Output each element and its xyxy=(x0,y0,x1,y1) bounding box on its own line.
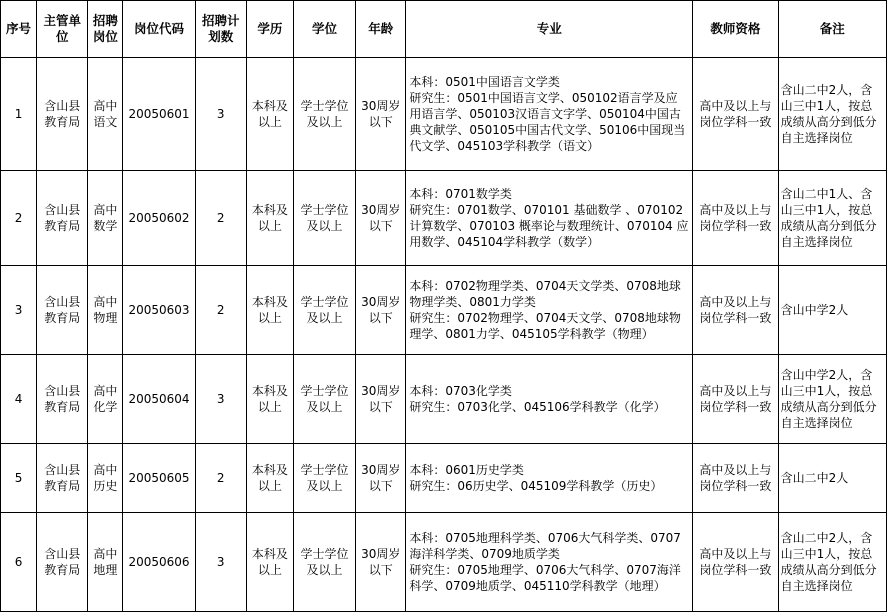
header-code: 岗位代码 xyxy=(123,1,195,58)
row-dept: 含山县教育局 xyxy=(37,58,88,171)
row-code: 20050604 xyxy=(123,355,195,444)
table-row xyxy=(1,58,887,171)
row-age: 30周岁以下 xyxy=(356,355,406,444)
header-dept: 主管单位 xyxy=(37,1,88,58)
row-degree: 学士学位及以上 xyxy=(293,171,355,266)
row-teacher-cert: 高中及以上与岗位学科一致 xyxy=(693,355,778,444)
row-post: 高中语文 xyxy=(88,58,123,171)
row-code: 20050601 xyxy=(123,58,195,171)
row-education: 本科及以上 xyxy=(246,58,293,171)
row-education: 本科及以上 xyxy=(246,444,293,513)
table-row xyxy=(1,171,887,266)
row-degree: 学士学位及以上 xyxy=(293,355,355,444)
row-code: 20050602 xyxy=(123,171,195,266)
row-note: 含山二中2人，含山三中1人，按总成绩从高分到低分自主选择岗位 xyxy=(778,58,886,171)
row-post: 高中物理 xyxy=(88,266,123,355)
row-plan: 2 xyxy=(195,444,246,513)
table-row xyxy=(1,266,887,355)
header-education: 学历 xyxy=(246,1,293,58)
header-note: 备注 xyxy=(778,1,886,58)
header-post: 招聘岗位 xyxy=(88,1,123,58)
row-dept: 含山县教育局 xyxy=(37,266,88,355)
row-post: 高中历史 xyxy=(88,444,123,513)
row-post: 高中数学 xyxy=(88,171,123,266)
header-row xyxy=(1,1,887,58)
row-index: 1 xyxy=(1,58,37,171)
row-index: 4 xyxy=(1,355,37,444)
row-degree: 学士学位及以上 xyxy=(293,513,355,612)
row-plan: 2 xyxy=(195,266,246,355)
header-degree: 学位 xyxy=(293,1,355,58)
row-dept: 含山县教育局 xyxy=(37,513,88,612)
row-note: 含山二中1人、含山三中1人，按总成绩从高分到低分自主选择岗位 xyxy=(778,171,886,266)
row-plan: 3 xyxy=(195,513,246,612)
table-row xyxy=(1,355,887,444)
header-index: 序号 xyxy=(1,1,37,58)
table-row xyxy=(1,513,887,612)
row-plan: 2 xyxy=(195,171,246,266)
row-major: 本科：0703化学类 研究生：0703化学、045106学科教学（化学） xyxy=(406,355,693,444)
row-note: 含山二中2人 xyxy=(778,444,886,513)
row-teacher-cert: 高中及以上与岗位学科一致 xyxy=(693,513,778,612)
row-major: 本科：0702物理学类、0704天文学类、0708地球物理学类、0801力学类 研究生：0702物理学、0704天文学、0708地球物理学、0801力学、045105学科教学（物理） xyxy=(406,266,693,355)
row-major: 本科：0501中国语言文学类 研究生：0501中国语言文学、050102语言学及应用语言学、050103汉语言文字学、050104中国古典文献学、050105中国古代文学、50106中国现当代文学、045103学科教学（语文） xyxy=(406,58,693,171)
row-degree: 学士学位及以上 xyxy=(293,266,355,355)
row-degree: 学士学位及以上 xyxy=(293,444,355,513)
row-age: 30周岁以下 xyxy=(356,58,406,171)
header-plan: 招聘计划数 xyxy=(195,1,246,58)
row-major: 本科：0701数学类 研究生：0701数学、070101 基础数学 、070102 计算数学、070103 概率论与数理统计、070104 应用数学、045104学科教学（数学） xyxy=(406,171,693,266)
row-plan: 3 xyxy=(195,355,246,444)
row-education: 本科及以上 xyxy=(246,355,293,444)
row-code: 20050603 xyxy=(123,266,195,355)
header-age: 年龄 xyxy=(356,1,406,58)
table-row xyxy=(1,444,887,513)
row-age: 30周岁以下 xyxy=(356,444,406,513)
header-major: 专业 xyxy=(406,1,693,58)
row-post: 高中地理 xyxy=(88,513,123,612)
row-major: 本科：0601历史学类 研究生：06历史学、045109学科教学（历史） xyxy=(406,444,693,513)
row-teacher-cert: 高中及以上与岗位学科一致 xyxy=(693,444,778,513)
row-dept: 含山县教育局 xyxy=(37,171,88,266)
row-age: 30周岁以下 xyxy=(356,171,406,266)
row-dept: 含山县教育局 xyxy=(37,444,88,513)
row-code: 20050605 xyxy=(123,444,195,513)
row-note: 含山中学2人 xyxy=(778,266,886,355)
row-age: 30周岁以下 xyxy=(356,266,406,355)
row-teacher-cert: 高中及以上与岗位学科一致 xyxy=(693,58,778,171)
row-index: 3 xyxy=(1,266,37,355)
row-dept: 含山县教育局 xyxy=(37,355,88,444)
row-education: 本科及以上 xyxy=(246,513,293,612)
row-age: 30周岁以下 xyxy=(356,513,406,612)
row-teacher-cert: 高中及以上与岗位学科一致 xyxy=(693,266,778,355)
row-note: 含山中学2人，含山三中1人，按总成绩从高分到低分自主选择岗位 xyxy=(778,355,886,444)
row-index: 2 xyxy=(1,171,37,266)
row-index: 6 xyxy=(1,513,37,612)
row-note: 含山二中2人，含山三中1人，按总成绩从高分到低分自主选择岗位 xyxy=(778,513,886,612)
header-teacher-cert: 教师资格 xyxy=(693,1,778,58)
row-post: 高中化学 xyxy=(88,355,123,444)
row-major: 本科：0705地理科学类、0706大气科学类、0707海洋科学类、0709地质学类 研究生：0705地理学、0706大气科学、0707海洋科学、0709地质学、045110学科教学（地理） xyxy=(406,513,693,612)
row-education: 本科及以上 xyxy=(246,171,293,266)
row-education: 本科及以上 xyxy=(246,266,293,355)
row-code: 20050606 xyxy=(123,513,195,612)
row-plan: 3 xyxy=(195,58,246,171)
row-index: 5 xyxy=(1,444,37,513)
row-degree: 学士学位及以上 xyxy=(293,58,355,171)
row-teacher-cert: 高中及以上与岗位学科一致 xyxy=(693,171,778,266)
